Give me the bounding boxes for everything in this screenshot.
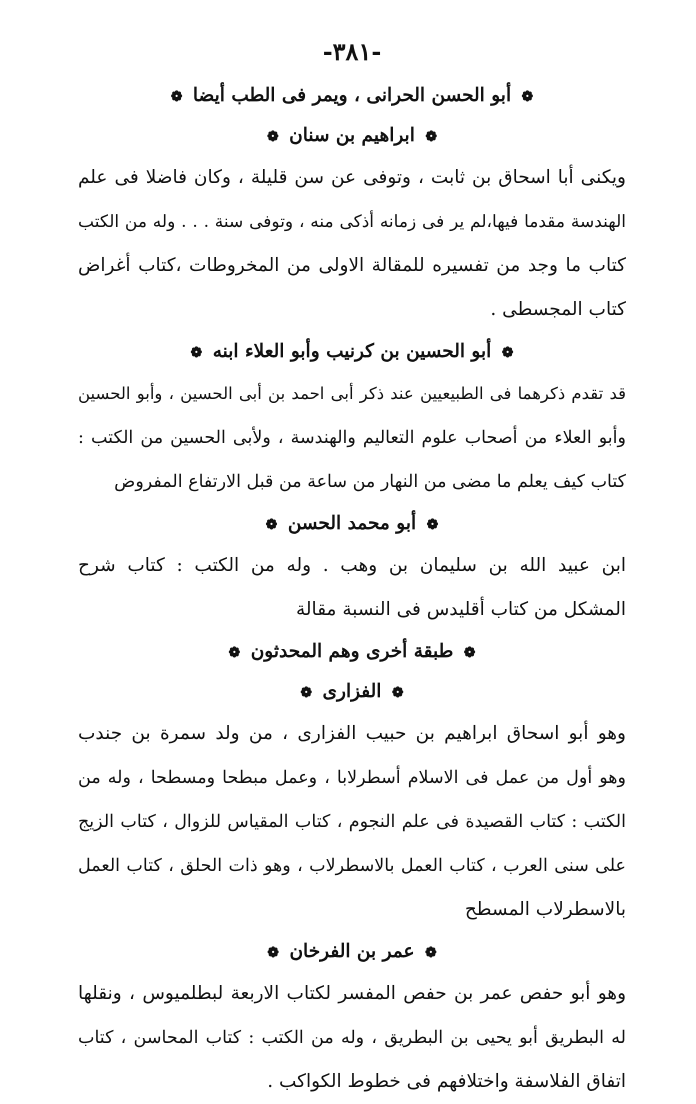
section-heading-modern-class xyxy=(78,632,626,672)
text-line: المشكل من كتاب أقليدس فى النسبة مقالة xyxy=(296,599,626,620)
paragraph-fazari xyxy=(78,712,626,932)
ornament-open-icon: ❁ xyxy=(426,517,439,533)
ornament-open-icon: ❁ xyxy=(501,345,514,361)
section-heading-abul-hasan-harrani xyxy=(78,76,626,116)
book-page xyxy=(78,32,626,1092)
ornament-open-icon: ❁ xyxy=(424,945,437,961)
text-line: كتاب كيف يعلم ما مضى من النهار من ساعة من قبل الارتفاع المفروض xyxy=(114,472,626,492)
heading-text: طبقة أخرى وهم المحدثون xyxy=(250,641,454,662)
text-line: ابن عبيد الله بن سليمان بن وهب . وله من الكتب : كتاب شرح xyxy=(78,555,626,576)
ornament-close-icon: ❁ xyxy=(170,89,183,105)
text-line: الكتب : كتاب القصيدة فى علم النجوم ، كتاب المقياس للزوال ، كتاب الزيج xyxy=(78,812,626,832)
text-line: وهو أول من عمل فى الاسلام أسطرلابا ، وعمل مبطحا ومسطحا ، وله من xyxy=(78,768,626,788)
text-line: وهو أبو حفص عمر بن حفص المفسر لكتاب الاربعة لبطلميوس ، ونقلها xyxy=(78,983,626,1004)
text-line: كتاب ما وجد من تفسيره للمقالة الاولى من المخروطات ،كتاب أغراض xyxy=(78,255,626,276)
text-line: ويكنى أبا اسحاق بن ثابت ، وتوفى عن سن قليلة ، وكان فاضلا فى علم xyxy=(78,167,626,188)
text-line: كتاب المجسطى . xyxy=(490,299,626,320)
ornament-close-icon: ❁ xyxy=(265,517,278,533)
heading-text: ابراهيم بن سنان xyxy=(289,125,415,146)
text-line: وهو أبو اسحاق ابراهيم بن حبيب الفزارى ، من ولد سمرة بن جندب xyxy=(78,723,626,744)
section-heading-umar-ibn-farrukhan xyxy=(78,932,626,972)
heading-text: أبو محمد الحسن xyxy=(287,513,417,534)
ornament-open-icon: ❁ xyxy=(425,129,438,145)
heading-text: الفزارى xyxy=(322,681,382,702)
text-line: له البطريق أبو يحيى بن البطريق ، وله من الكتب : كتاب المحاسن ، كتاب xyxy=(78,1028,626,1048)
paragraph-ibn-karnib xyxy=(78,372,626,504)
ornament-close-icon: ❁ xyxy=(267,945,280,961)
ornament-close-icon: ❁ xyxy=(266,129,279,145)
paragraph-abu-muhammad-hasan xyxy=(78,544,626,632)
paragraph-umar-ibn-farrukhan xyxy=(78,972,626,1104)
heading-text: أبو الحسين بن كرنيب وأبو العلاء ابنه xyxy=(212,341,492,362)
text-line: قد تقدم ذكرهما فى الطبيعيين عند ذكر أبى احمد بن أبى الحسين ، وأبو الحسين xyxy=(78,384,626,403)
ornament-close-icon: ❁ xyxy=(300,685,313,701)
section-heading-fazari xyxy=(78,672,626,712)
text-line: الهندسة مقدما فيها،لم ير فى زمانه أذكى منه ، وتوفى سنة . . . وله من الكتب xyxy=(78,212,626,232)
ornament-open-icon: ❁ xyxy=(391,685,404,701)
section-heading-ibrahim-ibn-sinan xyxy=(78,116,626,156)
ornament-open-icon: ❁ xyxy=(463,645,476,661)
text-line: على سنى العرب ، كتاب العمل بالاسطرلاب ، وهو ذات الحلق ، كتاب العمل xyxy=(78,856,626,876)
page-number: -٣٨١- xyxy=(322,37,382,66)
heading-text: عمر بن الفرخان xyxy=(289,941,415,962)
paragraph-ibrahim-ibn-sinan xyxy=(78,156,626,332)
section-heading-abu-muhammad-hasan xyxy=(78,504,626,544)
ornament-open-icon: ❁ xyxy=(521,89,534,105)
text-line: وأبو العلاء من أصحاب علوم التعاليم والهندسة ، ولأبى الحسين من الكتب : xyxy=(78,428,626,448)
ornament-close-icon: ❁ xyxy=(190,345,203,361)
section-heading-ibn-karnib xyxy=(78,332,626,372)
text-line: اتفاق الفلاسفة واختلافهم فى خطوط الكواكب . xyxy=(267,1071,626,1092)
ornament-close-icon: ❁ xyxy=(228,645,241,661)
heading-text: أبو الحسن الحرانى ، ويمر فى الطب أيضا xyxy=(192,85,512,106)
text-line: بالاسطرلاب المسطح xyxy=(464,899,626,920)
